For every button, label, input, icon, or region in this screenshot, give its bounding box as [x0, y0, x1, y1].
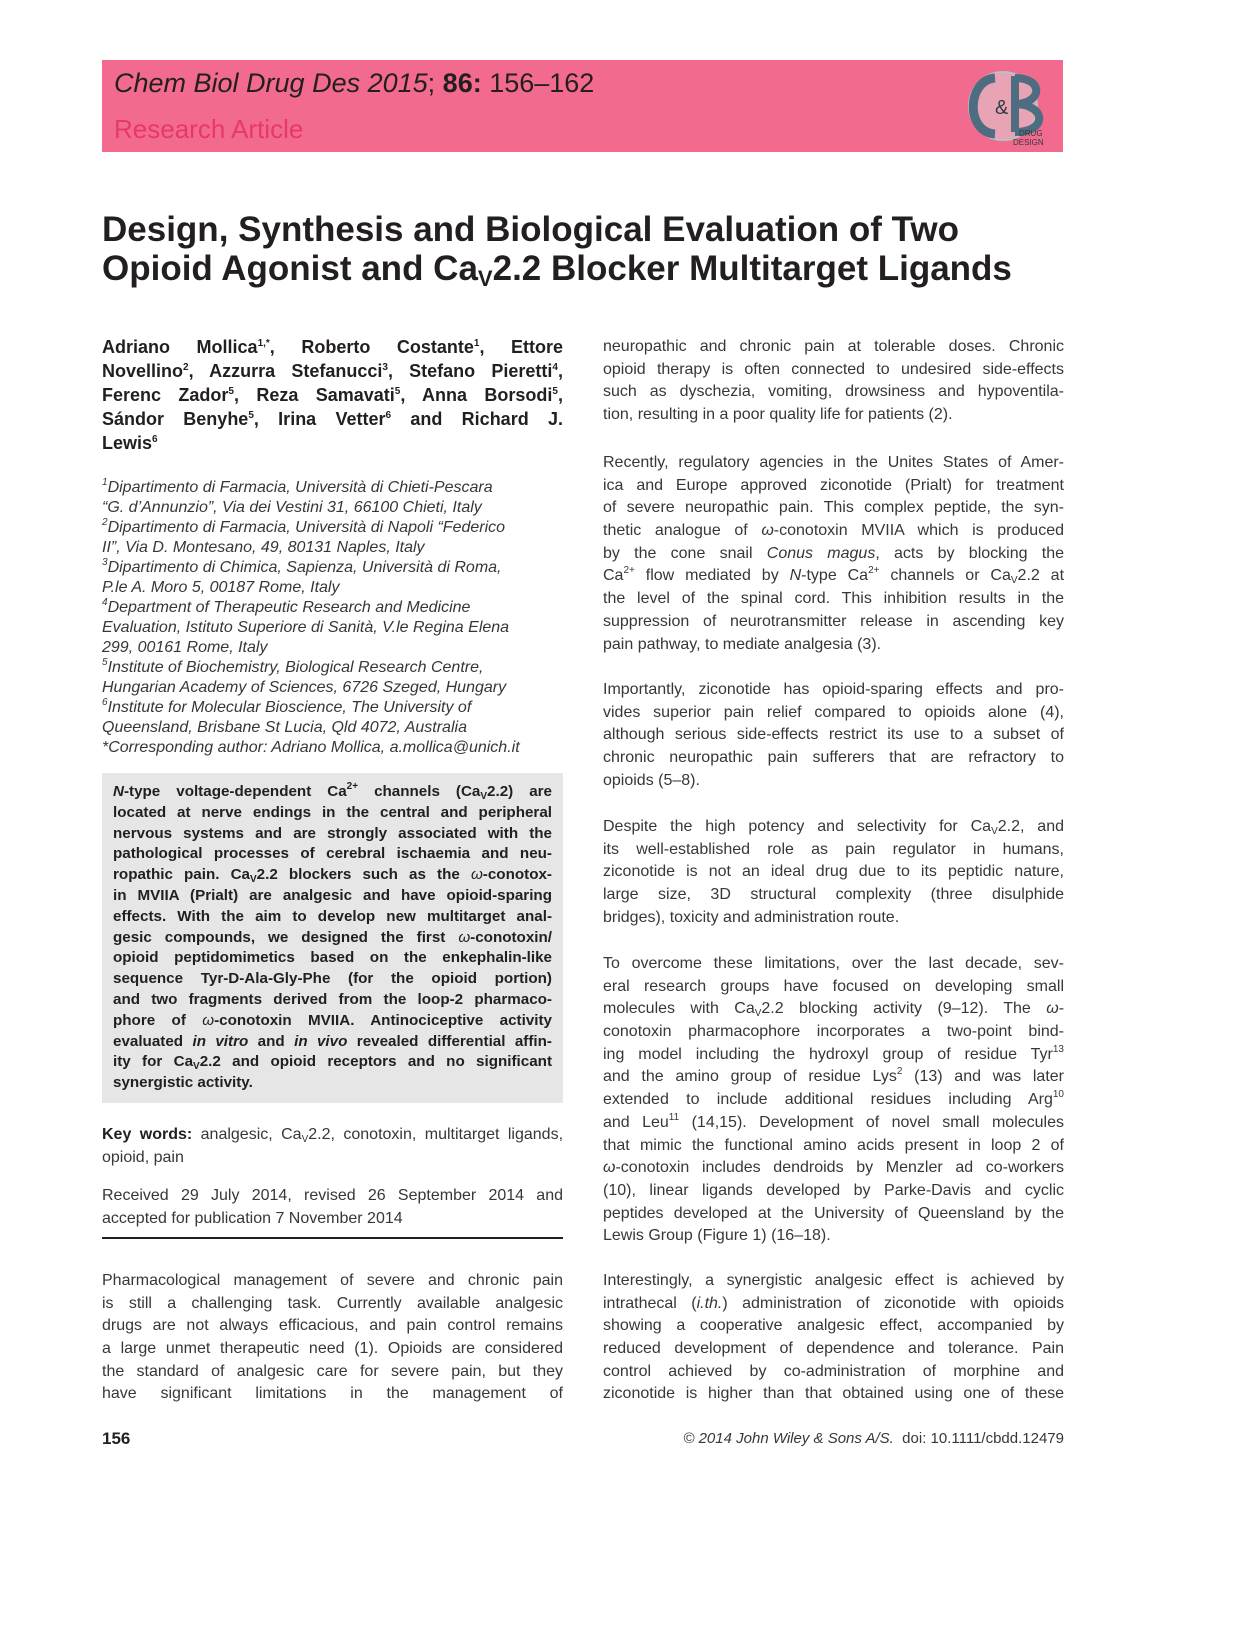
text-run: a large unmet therapeutic need (1). Opioids are considered	[102, 1340, 563, 1358]
text-line	[113, 907, 552, 928]
text-run: pain pathway, to mediate analgesia (3).	[603, 635, 882, 653]
text-run: ity for Ca	[113, 1053, 194, 1071]
text-sup: 5	[552, 386, 558, 397]
text-line	[603, 588, 1064, 611]
text-line	[113, 1052, 552, 1073]
text-line	[102, 558, 563, 578]
text-line	[603, 1270, 1064, 1293]
body-paragraph	[603, 816, 1064, 929]
text-run: gesic compounds, we designed the first	[113, 928, 459, 946]
text-line	[102, 431, 563, 455]
text-line	[603, 839, 1064, 862]
text-line	[102, 478, 563, 498]
body-paragraph	[603, 1270, 1064, 1406]
text-line	[113, 824, 552, 845]
text-run: and Leu	[603, 1113, 669, 1131]
text-run: Novellino	[102, 361, 184, 381]
keywords	[102, 1124, 563, 1169]
text-run: , Azzurra Stefanucci	[188, 361, 383, 381]
text-line	[603, 543, 1064, 566]
text-run: of severe neuropathic pain. This complex peptide, the syn-	[603, 499, 1064, 517]
text-line	[102, 407, 563, 431]
body-paragraph	[102, 1270, 563, 1406]
text-line	[603, 381, 1064, 404]
text-line	[102, 1208, 563, 1231]
text-line	[603, 724, 1064, 747]
text-run: Interestingly, a synergistic analgesic effect is achieved by	[603, 1272, 1064, 1289]
footer-copyright	[683, 1430, 1064, 1447]
text-b: Key words:	[102, 1126, 193, 1143]
svg-text:&: &	[995, 97, 1009, 119]
text-line	[113, 844, 552, 865]
text-line	[102, 383, 563, 407]
text-run: ziconotide is not an ideal drug due to its peptidic nature,	[603, 863, 1064, 881]
text-run: , Anna Borsodi	[400, 385, 553, 405]
text-run: Lewis	[102, 433, 153, 453]
text-run: eral research groups have focused on developing small	[603, 977, 1064, 995]
text-run: molecules with Ca	[603, 1000, 755, 1018]
svg-text:DRUG: DRUG	[1019, 129, 1043, 138]
text-run: extended to include additional residues including Arg	[603, 1091, 1053, 1109]
text-line	[102, 359, 563, 383]
text-run: thetic analogue of	[603, 522, 762, 540]
text-sup: 4	[102, 598, 108, 608]
section-divider	[102, 1237, 563, 1239]
text-run: by the cone snail	[603, 544, 767, 562]
text-run: 2.2) are	[487, 783, 552, 800]
article-title	[102, 210, 1082, 291]
text-line	[113, 1032, 552, 1053]
text-run: Hungarian Academy of Sciences, 6726 Szeged, Hungary	[102, 679, 507, 696]
page-range: 156–162	[481, 68, 595, 98]
text-line	[102, 518, 563, 538]
text-run: Despite the high potency and selectivity for Ca	[603, 818, 992, 835]
text-line	[603, 861, 1064, 884]
text-sup: 5	[228, 386, 234, 397]
text-i: N	[789, 567, 802, 585]
text-sub: V	[754, 1008, 762, 1020]
text-run: Dipartimento di Farmacia, Università di Napoli “Federico	[107, 519, 506, 536]
text-line	[102, 1147, 563, 1170]
text-line	[603, 1135, 1064, 1158]
text-run: although serious side-effects restrict its use to a subset of	[603, 726, 1064, 744]
text-run: located at nerve endings in the central and peripheral	[113, 803, 552, 821]
text-run: intrathecal (	[603, 1294, 697, 1312]
copyright: © 2014 John Wiley & Sons A/S.	[683, 1430, 894, 1447]
text-run: opioid therapy is often connected to undesired side-effects	[603, 360, 1064, 378]
text-run: and the amino group of residue Lys	[603, 1068, 897, 1086]
text-run: showing a cooperative analgesic effect, accompanied by	[603, 1317, 1064, 1335]
text-sup: 6	[152, 434, 158, 445]
text-run: (13) and was later	[902, 1068, 1064, 1086]
text-om: ω	[458, 928, 471, 946]
text-run: evaluated	[113, 1032, 193, 1050]
abstract	[113, 782, 552, 1094]
text-line	[113, 948, 552, 969]
text-run: Institute of Biochemistry, Biological Research Centre,	[107, 659, 484, 676]
text-sup: 1,*	[257, 338, 270, 349]
text-line	[603, 702, 1064, 725]
text-run: opioids (5–8).	[603, 771, 700, 789]
title-line-2	[102, 249, 1082, 291]
text-run: ropathic pain. Ca	[113, 866, 250, 884]
text-run: peptides developed at the University of Queensland by the	[603, 1204, 1064, 1222]
text-run: channels or Ca	[879, 567, 1011, 585]
text-run: effects. With the aim to develop new multitarget anal-	[113, 907, 552, 925]
text-run: is still a challenging task. Currently available analgesic	[102, 1294, 563, 1312]
body-paragraph	[603, 953, 1064, 1248]
text-sub: V	[193, 1061, 200, 1073]
text-run: (14,15). Development of novel small molecules	[679, 1113, 1064, 1131]
text-sup: 4	[552, 362, 558, 373]
text-line	[102, 638, 563, 658]
text-sup: 11	[668, 1111, 680, 1123]
text-line	[603, 747, 1064, 770]
text-sup: 5	[248, 410, 254, 421]
text-line	[603, 1021, 1064, 1044]
text-run: large size, 3D structural complexity (three disulphide	[603, 886, 1064, 904]
title-text: 2.2 Blocker Multitarget Ligands	[492, 249, 1012, 288]
text-run: Institute for Molecular Bioscience, The University of	[107, 699, 472, 716]
text-line	[102, 698, 563, 718]
text-run: Dipartimento di Chimica, Sapienza, Università di Roma,	[107, 559, 502, 576]
text-line	[603, 452, 1064, 475]
text-run: revealed differential affin-	[347, 1032, 552, 1050]
text-line	[113, 865, 552, 886]
text-run: such as dyschezia, vomiting, drowsiness and hypoventila-	[603, 383, 1064, 401]
text-run: , Roberto Costante	[269, 337, 474, 357]
text-line	[102, 1124, 563, 1147]
text-run: Ferenc Zador	[102, 385, 229, 405]
volume: 86:	[442, 68, 482, 98]
text-run: ing model including the hydroxyl group of residue Tyr	[603, 1045, 1053, 1063]
text-line	[102, 618, 563, 638]
text-run: *Corresponding author: Adriano Mollica, a.mollica@unich.it	[102, 739, 520, 756]
text-run: -conotoxin MVIIA. Antinociceptive activity	[214, 1011, 552, 1029]
text-run: opioid, pain	[102, 1148, 184, 1166]
text-line	[102, 578, 563, 598]
text-run: ziconotide is higher than that obtained using one of these	[603, 1385, 1064, 1403]
text-run: 2.2 and opioid receptors and no significant	[199, 1053, 552, 1071]
text-run: Dipartimento di Farmacia, Università di Chieti-Pescara	[107, 479, 493, 496]
text-run: analgesic, Ca	[192, 1126, 302, 1143]
text-run: flow mediated by	[634, 567, 790, 585]
journal-header-band	[102, 60, 1063, 152]
text-run: bridges), toxicity and administration route.	[603, 908, 900, 926]
text-line	[603, 404, 1064, 427]
title-text: Opioid Agonist and Ca	[102, 249, 478, 288]
text-run: Received 29 July 2014, revised 26 September 2014 and	[102, 1187, 563, 1204]
text-run: accepted for publication 7 November 2014	[102, 1209, 403, 1227]
text-line	[603, 1315, 1064, 1338]
text-run: nervous systems and are strongly associated with the	[113, 824, 552, 842]
text-run: 2.2, and	[997, 818, 1064, 835]
text-sup: 5	[394, 386, 401, 397]
text-sup: 6	[102, 698, 108, 708]
text-line	[603, 1338, 1064, 1361]
text-line	[102, 718, 563, 738]
text-run: Queensland, Brisbane St Lucia, Qld 4072, Australia	[102, 719, 467, 736]
text-sup: 3	[382, 362, 388, 373]
text-run: 2.2 blocking activity (9–12). The	[761, 1000, 1047, 1018]
text-run: channels (Ca	[358, 783, 481, 800]
journal-citation	[114, 68, 594, 99]
text-om: ω	[202, 1011, 215, 1029]
received-dates	[102, 1185, 563, 1230]
text-line	[603, 976, 1064, 999]
body-paragraph	[603, 452, 1064, 656]
text-sup: 3	[102, 558, 108, 568]
text-line	[603, 565, 1064, 588]
text-sup: 2+	[623, 565, 635, 577]
text-line	[603, 884, 1064, 907]
text-i: Conus magus	[766, 544, 876, 562]
text-run: , acts by blocking the	[875, 544, 1064, 562]
text-sup: 2	[102, 518, 108, 528]
text-line	[603, 1157, 1064, 1180]
text-om: ω	[470, 866, 483, 884]
text-run: Pharmacological management of severe and chronic pain	[102, 1272, 563, 1289]
text-line	[603, 611, 1064, 634]
text-run: “G. d’Annunzio”, Via dei Vestini 31, 66100 Chieti, Italy	[102, 499, 482, 516]
article-type: Research Article	[114, 114, 304, 144]
text-line	[603, 1180, 1064, 1203]
title-subscript: V	[477, 266, 493, 291]
text-line	[113, 928, 552, 949]
text-line	[102, 738, 563, 758]
text-i: ω	[603, 1159, 616, 1177]
text-line	[603, 1293, 1064, 1316]
separator: ;	[427, 68, 443, 98]
text-sup: 2	[183, 362, 189, 373]
text-run: P.le A. Moro 5, 00187 Rome, Italy	[102, 579, 340, 596]
text-sup: 2	[896, 1066, 903, 1078]
text-i: in vitro	[192, 1032, 249, 1050]
text-line	[102, 598, 563, 618]
text-run: 299, 00161 Rome, Italy	[102, 639, 268, 656]
text-run: -conotoxin MVIIA which is produced	[773, 522, 1064, 540]
text-sub: V	[301, 1134, 309, 1145]
text-i: ω	[1046, 1000, 1059, 1018]
text-run: II”, Via D. Montesano, 49, 80131 Naples, Italy	[102, 539, 425, 556]
text-line	[603, 907, 1064, 930]
text-line	[102, 1185, 563, 1208]
text-line	[603, 1112, 1064, 1135]
text-line	[113, 782, 552, 803]
text-line	[102, 1270, 563, 1293]
text-line	[603, 475, 1064, 498]
text-sup: 6	[385, 410, 392, 421]
text-line	[603, 336, 1064, 359]
text-sub: V	[480, 791, 488, 802]
text-sup: 2+	[346, 782, 359, 792]
text-sup: 10	[1052, 1089, 1064, 1101]
text-run: Sándor Benyhe	[102, 409, 249, 429]
text-run: reduced development of dependence and tolerance. Pain	[603, 1340, 1064, 1358]
text-run: , Reza Samavati	[233, 385, 395, 405]
text-run: -conotoxin/	[470, 928, 552, 946]
text-run: -type Ca	[801, 567, 869, 585]
text-run: opioid peptidomimetics based on the enkephalin-like	[113, 949, 552, 967]
text-run: pathological processes of cerebral ischaemia and neu-	[113, 845, 552, 863]
text-line	[603, 1383, 1064, 1406]
text-run: the standard of analgesic care for severe pain, but they	[102, 1362, 563, 1380]
body-paragraph	[603, 679, 1064, 792]
text-run: phore of	[113, 1011, 203, 1029]
text-line	[113, 1073, 552, 1094]
text-run: that mimic the functional amino acids present in loop 2 of	[603, 1136, 1064, 1154]
text-run: conotoxin pharmacophore incorporates a two-point bind-	[603, 1023, 1064, 1041]
text-run: vides superior pain relief compared to opioids alone (4),	[603, 703, 1064, 721]
text-line	[603, 520, 1064, 543]
text-line	[603, 1225, 1064, 1248]
text-run: and two fragments derived from the loop-2 pharmaco-	[113, 990, 552, 1008]
text-run: 2.2 at	[1017, 567, 1064, 585]
text-line	[102, 678, 563, 698]
text-line	[603, 816, 1064, 839]
text-i: i.th.	[696, 1294, 723, 1312]
text-run: neuropathic and chronic pain at tolerable doses. Chronic	[603, 338, 1064, 355]
text-run: -	[1058, 1000, 1064, 1018]
text-sub: V	[1010, 575, 1018, 587]
text-run: tion, resulting in a poor quality life for patients (2).	[603, 406, 953, 424]
text-run: 2.2 blockers such as the	[256, 866, 471, 884]
text-run: sequence Tyr-D-Ala-Gly-Phe (for the opioid portion)	[113, 970, 552, 988]
text-line	[603, 679, 1064, 702]
text-line	[102, 1338, 563, 1361]
text-run: Importantly, ziconotide has opioid-sparing effects and pro-	[603, 681, 1064, 698]
text-run: Evaluation, Istituto Superiore di Sanità, V.le Regina Elena	[102, 619, 510, 636]
text-line	[603, 497, 1064, 520]
text-run: , Ettore	[479, 337, 563, 357]
text-i: N	[113, 783, 124, 800]
text-run: and Richard J.	[391, 409, 563, 429]
text-run: Department of Therapeutic Research and Medicine	[107, 599, 471, 616]
text-line	[603, 1203, 1064, 1226]
page-number: 156	[102, 1429, 131, 1448]
text-run: ,	[557, 385, 563, 405]
text-run: 2.2, conotoxin, multitarget ligands,	[308, 1126, 563, 1143]
svg-text:DESIGN: DESIGN	[1013, 138, 1044, 147]
text-run: , Stefano Pieretti	[387, 361, 553, 381]
text-run: and	[248, 1032, 295, 1050]
text-run: Ca	[603, 567, 624, 585]
text-run: Adriano Mollica	[102, 337, 258, 357]
text-line	[102, 1293, 563, 1316]
text-run: suppression of neurotransmitter release in ascending key	[603, 612, 1064, 630]
text-line	[603, 998, 1064, 1021]
text-run: Lewis Group (Figure 1) (16–18).	[603, 1227, 831, 1245]
title-line-1: Design, Synthesis and Biological Evaluation of Two	[102, 210, 959, 249]
text-run: -conotoxin includes dendroids by Menzler ad co-workers	[615, 1159, 1064, 1177]
text-sub: V	[991, 826, 998, 837]
journal-name: Chem Biol Drug Des 2015	[114, 68, 428, 98]
text-run: , Irina Vetter	[253, 409, 386, 429]
text-run: synergistic activity.	[113, 1074, 253, 1092]
text-run: ,	[557, 361, 563, 381]
text-line	[102, 1315, 563, 1338]
text-line	[102, 498, 563, 518]
journal-logo-icon	[955, 66, 1055, 148]
text-line	[102, 1383, 563, 1406]
text-run: ) administration of ziconotide with opioids	[722, 1294, 1064, 1312]
text-sup: 1	[473, 338, 480, 349]
doi-link[interactable]: doi: 10.1111/cbdd.12479	[893, 1430, 1064, 1447]
text-run: control achieved by co-administration of morphine and	[603, 1362, 1064, 1380]
text-run: its well-established role as pain regulator in humans,	[603, 840, 1064, 858]
text-line	[113, 803, 552, 824]
text-line	[603, 770, 1064, 793]
text-line	[102, 335, 563, 359]
text-line	[113, 990, 552, 1011]
text-sub: V	[250, 874, 257, 886]
text-i: in vivo	[294, 1032, 348, 1050]
text-i: ω	[761, 522, 774, 540]
text-line	[102, 658, 563, 678]
text-run: have significant limitations in the management of	[102, 1385, 563, 1403]
text-line	[603, 359, 1064, 382]
text-run: (10), linear ligands developed by Parke-Davis and cyclic	[603, 1181, 1064, 1199]
text-line	[603, 1361, 1064, 1384]
text-run: To overcome these limitations, over the last decade, sev-	[603, 955, 1064, 972]
text-line	[603, 953, 1064, 976]
text-line	[603, 1066, 1064, 1089]
text-line	[603, 634, 1064, 657]
text-sup: 5	[102, 658, 108, 668]
text-sup: 2+	[868, 565, 880, 577]
text-run: ica and Europe approved ziconotide (Prialt) for treatment	[603, 476, 1064, 494]
text-line	[603, 1044, 1064, 1067]
text-sup: 1	[102, 478, 108, 488]
text-line	[113, 1011, 552, 1032]
text-run: in MVIIA (Prialt) are analgesic and have opioid-sparing	[113, 886, 552, 904]
body-paragraph	[603, 336, 1064, 427]
text-line	[603, 1089, 1064, 1112]
text-line	[102, 1361, 563, 1384]
text-run: the level of the spinal cord. This inhibition results in the	[603, 590, 1064, 608]
text-sup: 13	[1052, 1043, 1064, 1055]
text-run: chronic neuropathic pain sufferers that are refractory to	[603, 749, 1064, 767]
text-run: -type voltage-dependent Ca	[123, 783, 347, 800]
text-run: drugs are not always efficacious, and pain control remains	[102, 1317, 563, 1335]
affiliations	[102, 478, 563, 758]
text-line	[113, 969, 552, 990]
author-list	[102, 335, 563, 455]
text-line	[102, 538, 563, 558]
text-run: Recently, regulatory agencies in the Unites States of Amer-	[603, 454, 1064, 471]
text-line	[113, 886, 552, 907]
text-run: -conotox-	[482, 866, 552, 884]
